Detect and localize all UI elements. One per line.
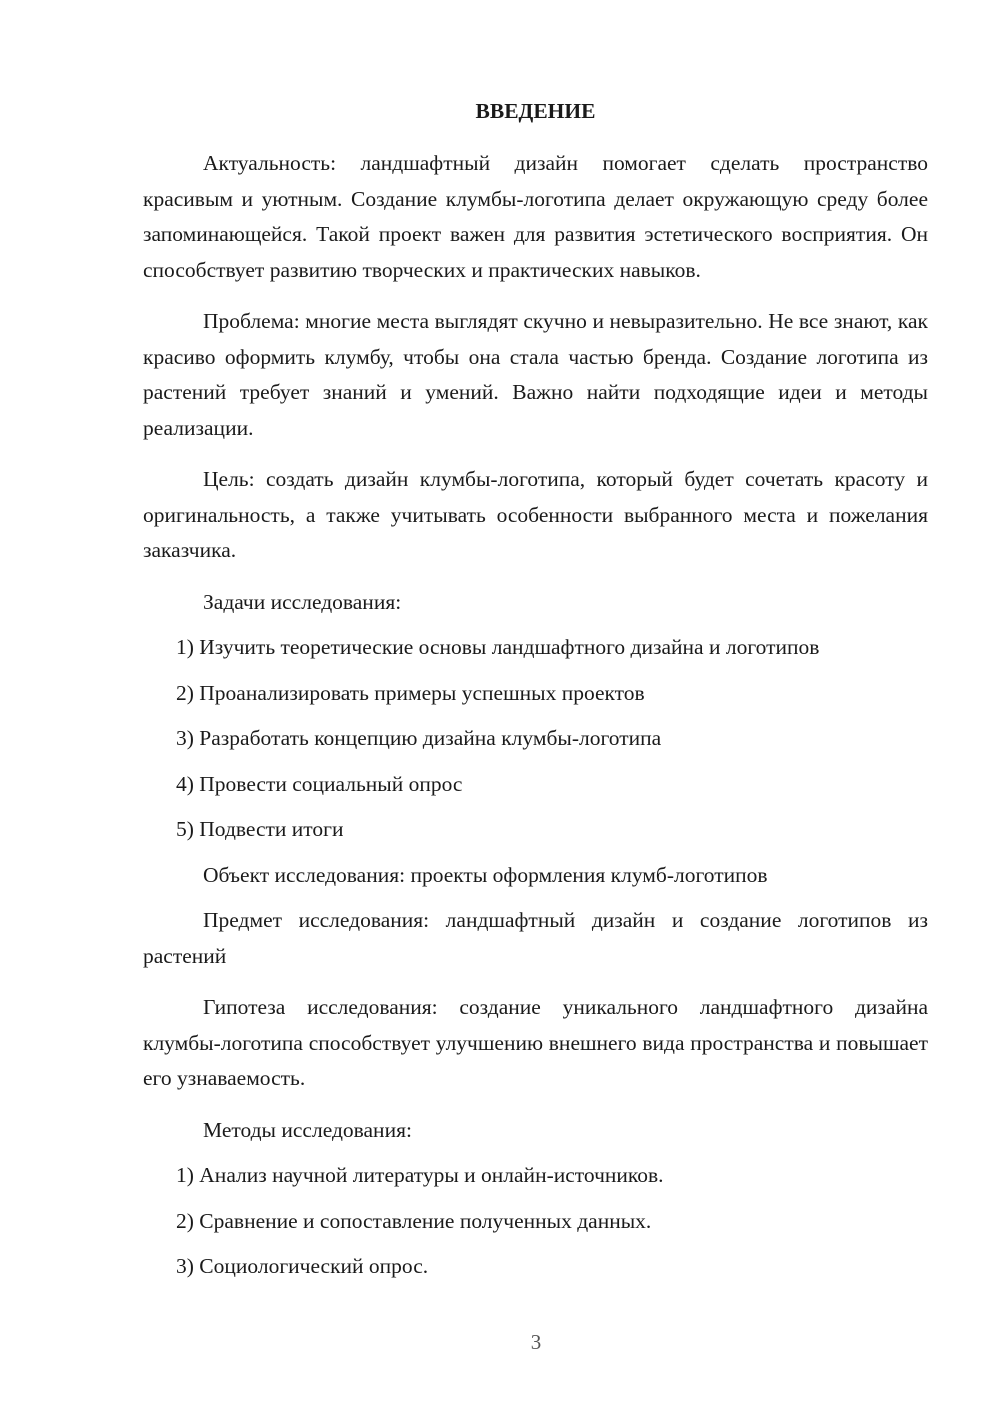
section-heading: ВВЕДЕНИЕ xyxy=(475,99,596,123)
list-item: 4) Провести социальный опрос xyxy=(176,771,463,796)
list-item: 3) Социологический опрос. xyxy=(176,1254,429,1278)
hypothesis-paragraph: Гипотеза исследования: создание уникального ландшафтного дизайна клумбы-логотипа способствует улучшению внешнего вида пространства и повышает его узнаваемость. xyxy=(143,995,928,1090)
list-item: 2) Проанализировать примеры успешных проектов xyxy=(176,680,645,705)
tasks-label: Задачи исследования: xyxy=(203,589,402,614)
list-item: 1) Анализ научной литературы и онлайн-источников. xyxy=(176,1163,664,1187)
list-item: 5) Подвести итоги xyxy=(176,817,344,841)
tasks-list xyxy=(143,630,928,848)
relevance-paragraph: Актуальность: ландшафтный дизайн помогает сделать пространство красивым и уютным. Создание клумбы-логотипа делает окружающую среду более запоминающейся. Такой проект важен для развития эстетического восприятия. Он способствует развитию творческих и практических навыков. xyxy=(143,151,928,282)
problem-paragraph: Проблема: многие места выглядят скучно и невыразительно. Не все знают, как красиво оформить клумбу, чтобы она стала частью бренда. Создание логотипа из растений требует знаний и умений. Важно найти подходящие идеи и методы реализации. xyxy=(143,309,928,440)
list-item: 1) Изучить теоретические основы ландшафтного дизайна и логотипов xyxy=(176,635,820,659)
subject-paragraph: Предмет исследования: ландшафтный дизайн и создание логотипов из растений xyxy=(143,908,928,968)
list-item: 3) Разработать концепцию дизайна клумбы-логотипа xyxy=(176,726,662,750)
methods-label: Методы исследования: xyxy=(203,1117,412,1142)
page-number: 3 xyxy=(530,1330,542,1354)
object-paragraph: Объект исследования: проекты оформления клумб-логотипов xyxy=(203,862,768,887)
methods-list xyxy=(143,1158,928,1285)
goal-paragraph: Цель: создать дизайн клумбы-логотипа, который будет сочетать красоту и оригинальность, а также учитывать особенности выбранного места и пожелания заказчика. xyxy=(143,467,928,562)
document-page xyxy=(143,94,928,1295)
list-item: 2) Сравнение и сопоставление полученных данных. xyxy=(176,1208,652,1233)
